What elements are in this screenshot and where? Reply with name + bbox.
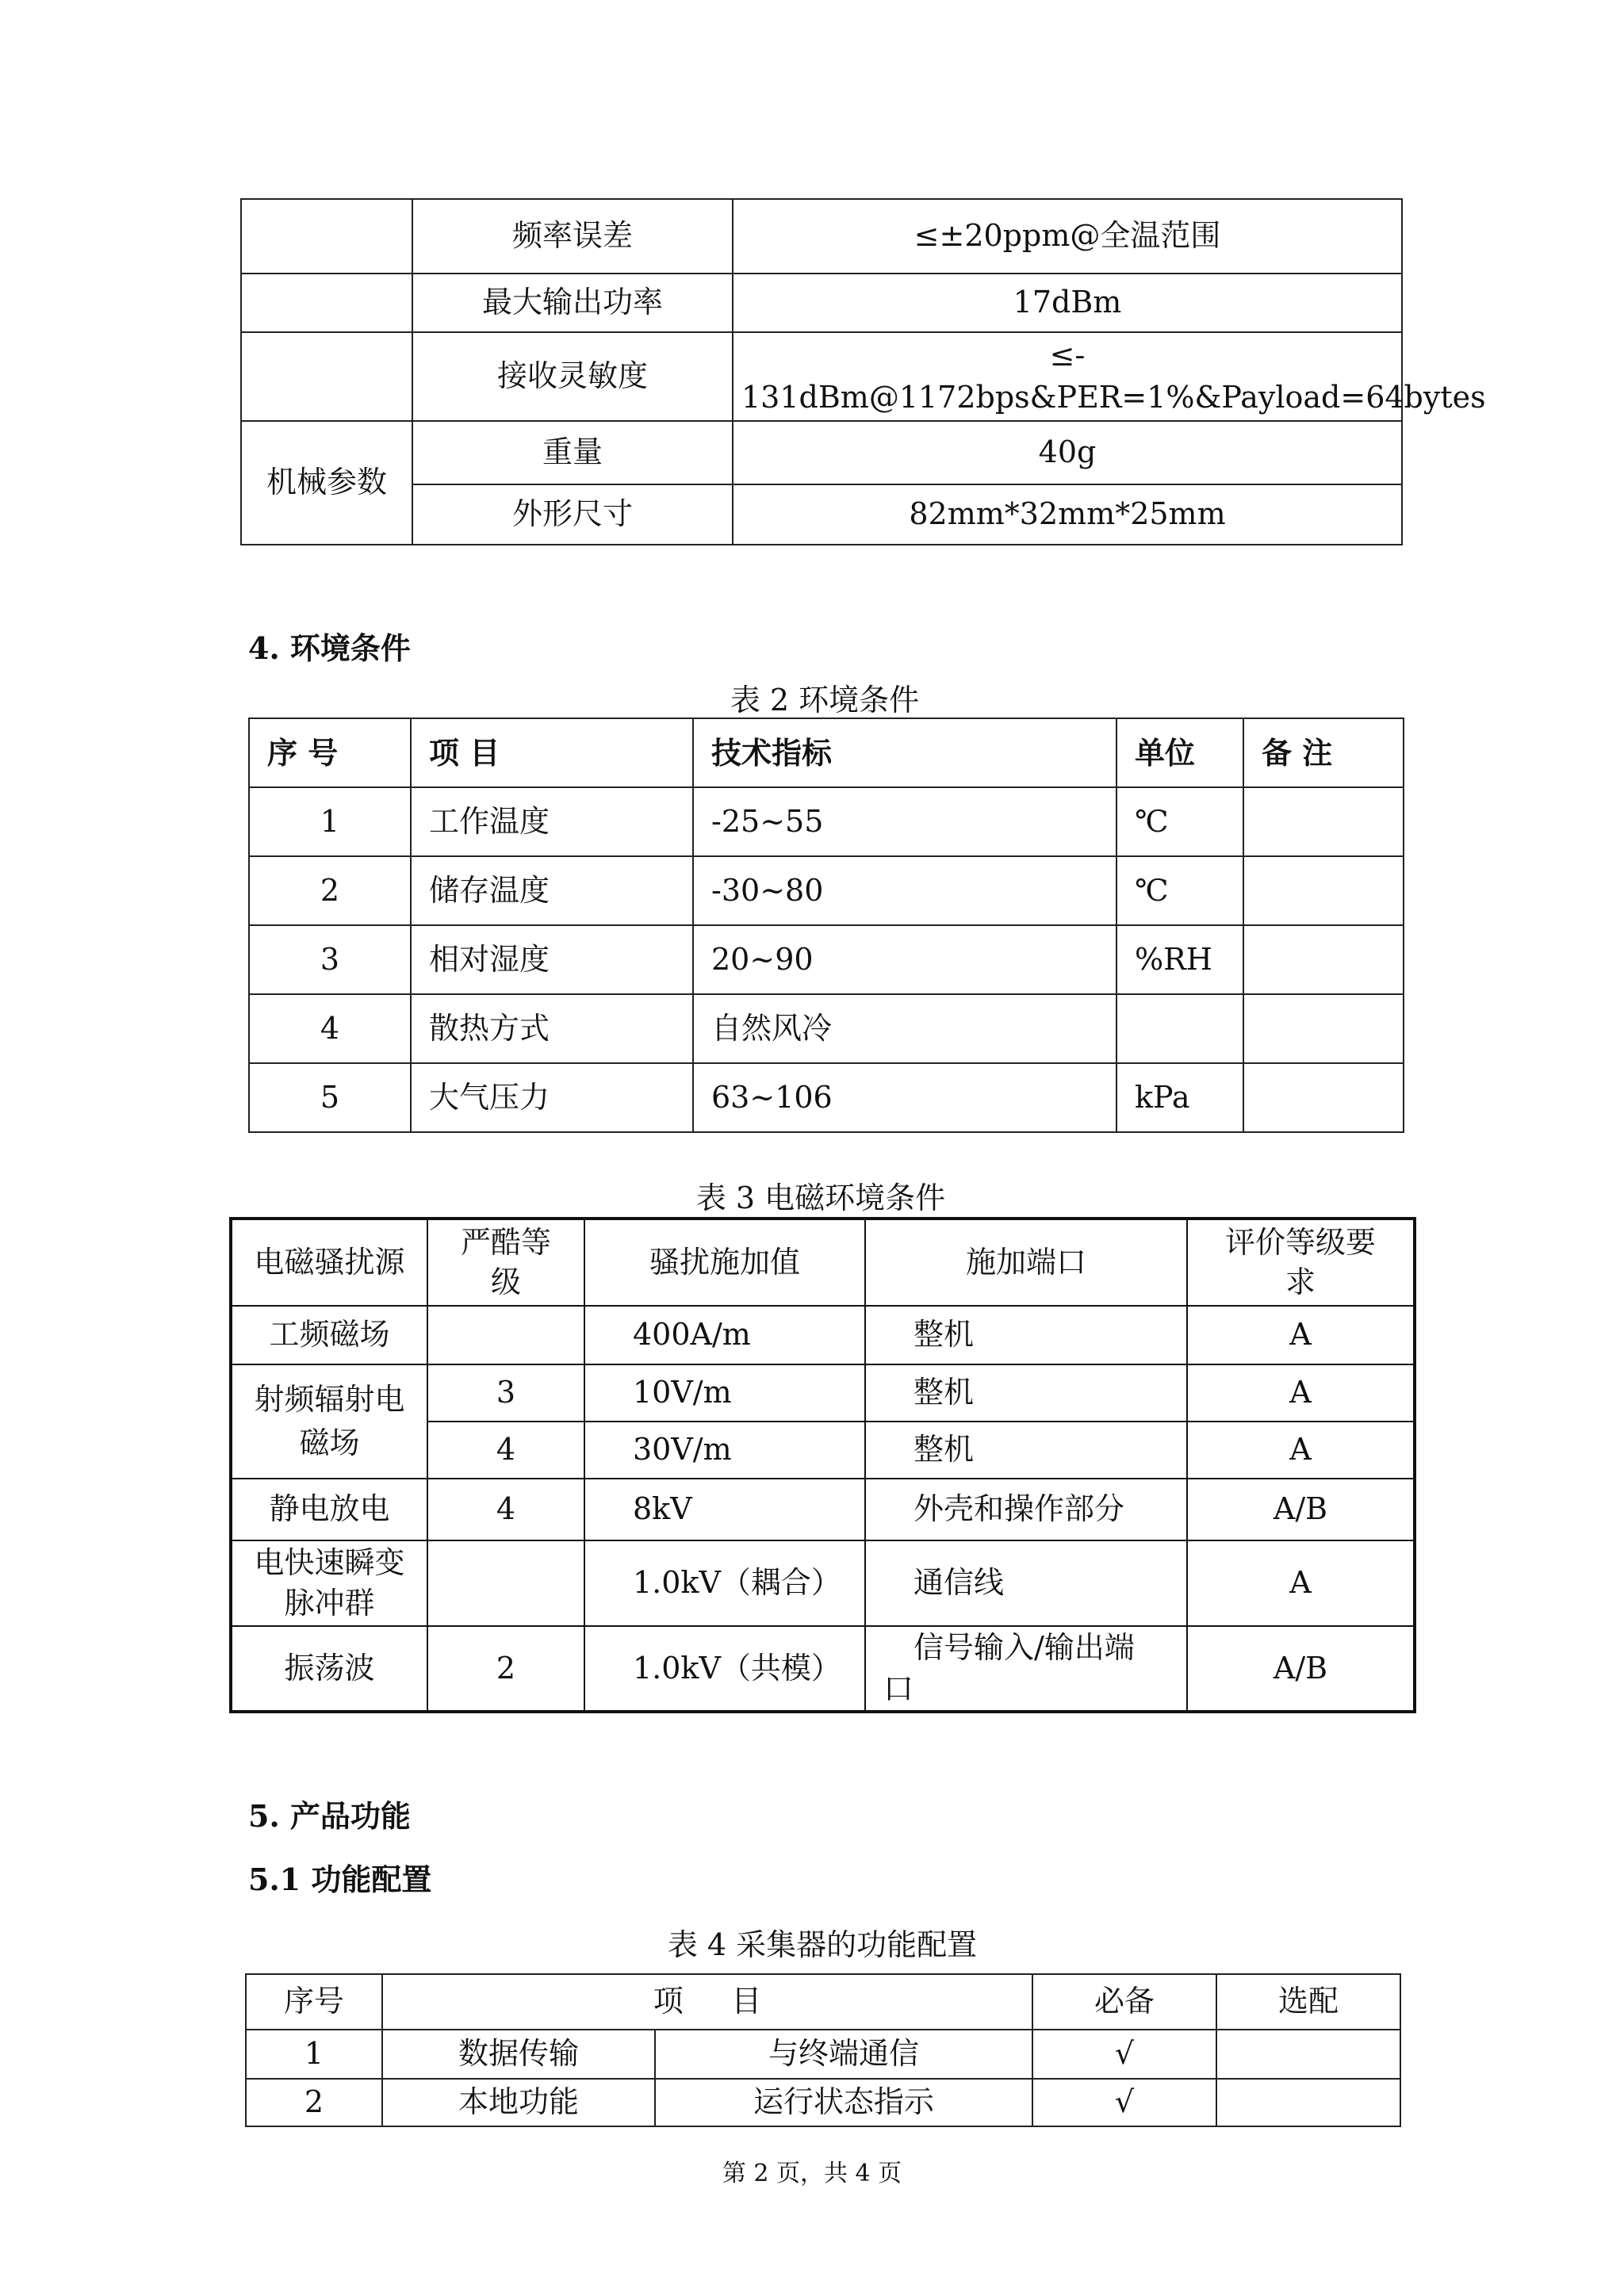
- section-heading: 4. 环境条件: [248, 630, 411, 666]
- header-grade: [1187, 1219, 1415, 1306]
- row-item: 散热方式: [411, 994, 693, 1063]
- grade-cell: A: [1187, 1306, 1415, 1364]
- grade-cell: A/B: [1187, 1626, 1415, 1712]
- group-cell: [241, 274, 412, 332]
- severity-cell: [427, 1540, 584, 1626]
- page-footer: 第 2 页，共 4 页: [722, 2160, 902, 2187]
- value-cell: 82mm*32mm*25mm: [733, 484, 1402, 545]
- function-table: [245, 1973, 1401, 2127]
- row-category: 本地功能: [382, 2079, 655, 2126]
- severity-cell: 3: [427, 1364, 584, 1422]
- item-cell: 频率误差: [412, 199, 733, 274]
- row-function: 运行状态指示: [655, 2079, 1032, 2126]
- header-item: 项 目: [382, 1974, 1032, 2030]
- source-cell: [231, 1540, 427, 1626]
- header-no: 序 号: [249, 718, 411, 787]
- header-item: 项 目: [411, 718, 693, 787]
- environment-table: [248, 718, 1404, 1133]
- row-spec: 63~106: [693, 1063, 1116, 1132]
- grade-cell: A/B: [1187, 1479, 1415, 1540]
- table-caption: 表 4 采集器的功能配置: [667, 1927, 978, 1962]
- source-cell: 静电放电: [231, 1479, 427, 1540]
- header-line: 级: [490, 1264, 521, 1299]
- item-cell: 最大输出功率: [412, 274, 733, 332]
- row-no: 3: [249, 925, 411, 994]
- value-cell: 30V/m: [584, 1422, 865, 1479]
- value-cell: 1.0kV（共模）: [584, 1626, 865, 1712]
- row-spec: -30~80: [693, 856, 1116, 925]
- source-cell: 振荡波: [231, 1626, 427, 1712]
- source-cell: 工频磁场: [231, 1306, 427, 1364]
- row-function: 与终端通信: [655, 2030, 1032, 2079]
- group-cell: [241, 332, 412, 421]
- value-cell: 40g: [733, 421, 1402, 484]
- row-no: 1: [249, 787, 411, 856]
- row-unit: ℃: [1116, 856, 1243, 925]
- header-severity: [427, 1219, 584, 1306]
- port-cell: 整机: [865, 1306, 1187, 1364]
- row-note: [1243, 856, 1404, 925]
- row-spec: 自然风冷: [693, 994, 1116, 1063]
- row-unit: %RH: [1116, 925, 1243, 994]
- source-line: 脉冲群: [284, 1586, 375, 1621]
- value-cell: ≤±20ppm@全温范围: [733, 199, 1402, 274]
- value-line: ≤-: [1049, 337, 1086, 373]
- row-required: √: [1032, 2030, 1216, 2079]
- row-spec: -25~55: [693, 787, 1116, 856]
- row-no: 2: [246, 2079, 382, 2126]
- port-cell: 通信线: [865, 1540, 1187, 1626]
- value-cell: 400A/m: [584, 1306, 865, 1364]
- value-line: 131dBm@1172bps&PER=1%&Payload=64bytes: [741, 380, 1486, 415]
- row-no: 4: [249, 994, 411, 1063]
- header-line: 严酷等: [460, 1225, 551, 1261]
- row-category: 数据传输: [382, 2030, 655, 2079]
- header-line: 求: [1285, 1264, 1316, 1299]
- source-cell: [231, 1364, 427, 1479]
- header-unit: 单位: [1116, 718, 1243, 787]
- item-cell: 接收灵敏度: [412, 332, 733, 421]
- header-note: 备 注: [1243, 718, 1404, 787]
- group-cell: [241, 199, 412, 274]
- source-line: 磁场: [299, 1425, 360, 1460]
- row-note: [1243, 1063, 1404, 1132]
- spec-table-continued: [240, 198, 1486, 545]
- section-heading: 5. 产品功能: [248, 1798, 411, 1834]
- subsection-heading: 5.1 功能配置: [248, 1862, 432, 1897]
- header-line: 评价等级要: [1224, 1225, 1376, 1261]
- value-cell: 8kV: [584, 1479, 865, 1540]
- grade-cell: A: [1187, 1364, 1415, 1422]
- severity-cell: 4: [427, 1422, 584, 1479]
- severity-cell: 4: [427, 1479, 584, 1540]
- row-item: 储存温度: [411, 856, 693, 925]
- row-spec: 20~90: [693, 925, 1116, 994]
- emc-table: [229, 1217, 1416, 1713]
- row-optional: [1216, 2030, 1400, 2079]
- row-no: 5: [249, 1063, 411, 1132]
- row-optional: [1216, 2079, 1400, 2126]
- table-caption: 表 3 电磁环境条件: [695, 1181, 946, 1215]
- grade-cell: A: [1187, 1540, 1415, 1626]
- row-unit: [1116, 994, 1243, 1063]
- header-spec: 技术指标: [693, 718, 1116, 787]
- port-cell: 外壳和操作部分: [865, 1479, 1187, 1540]
- severity-cell: 2: [427, 1626, 584, 1712]
- header-value: 骚扰施加值: [584, 1219, 865, 1306]
- row-unit: ℃: [1116, 787, 1243, 856]
- grade-cell: A: [1187, 1422, 1415, 1479]
- item-cell: 重量: [412, 421, 733, 484]
- row-required: √: [1032, 2079, 1216, 2126]
- port-cell: 整机: [865, 1364, 1187, 1422]
- group-cell: 机械参数: [241, 421, 412, 545]
- value-cell: [733, 332, 1486, 421]
- port-cell: [865, 1626, 1187, 1712]
- row-item: 工作温度: [411, 787, 693, 856]
- row-note: [1243, 925, 1404, 994]
- port-line: 信号输入/输出端: [914, 1630, 1135, 1666]
- row-note: [1243, 994, 1404, 1063]
- header-port: 施加端口: [865, 1219, 1187, 1306]
- value-cell: 1.0kV（耦合）: [584, 1540, 865, 1626]
- header-source: 电磁骚扰源: [231, 1219, 427, 1306]
- port-cell: 整机: [865, 1422, 1187, 1479]
- value-cell: 17dBm: [733, 274, 1402, 332]
- source-line: 射频辐射电: [254, 1381, 405, 1417]
- header-optional: 选配: [1216, 1974, 1400, 2030]
- row-note: [1243, 787, 1404, 856]
- row-item: 相对湿度: [411, 925, 693, 994]
- header-no: 序号: [246, 1974, 382, 2030]
- port-line: 口: [883, 1670, 914, 1706]
- row-no: 1: [246, 2030, 382, 2079]
- severity-cell: [427, 1306, 584, 1364]
- item-cell: 外形尺寸: [412, 484, 733, 545]
- row-no: 2: [249, 856, 411, 925]
- row-item: 大气压力: [411, 1063, 693, 1132]
- value-cell: 10V/m: [584, 1364, 865, 1422]
- table-caption: 表 2 环境条件: [730, 683, 920, 718]
- row-unit: kPa: [1116, 1063, 1243, 1132]
- header-required: 必备: [1032, 1974, 1216, 2030]
- source-line: 电快速瞬变: [254, 1544, 405, 1580]
